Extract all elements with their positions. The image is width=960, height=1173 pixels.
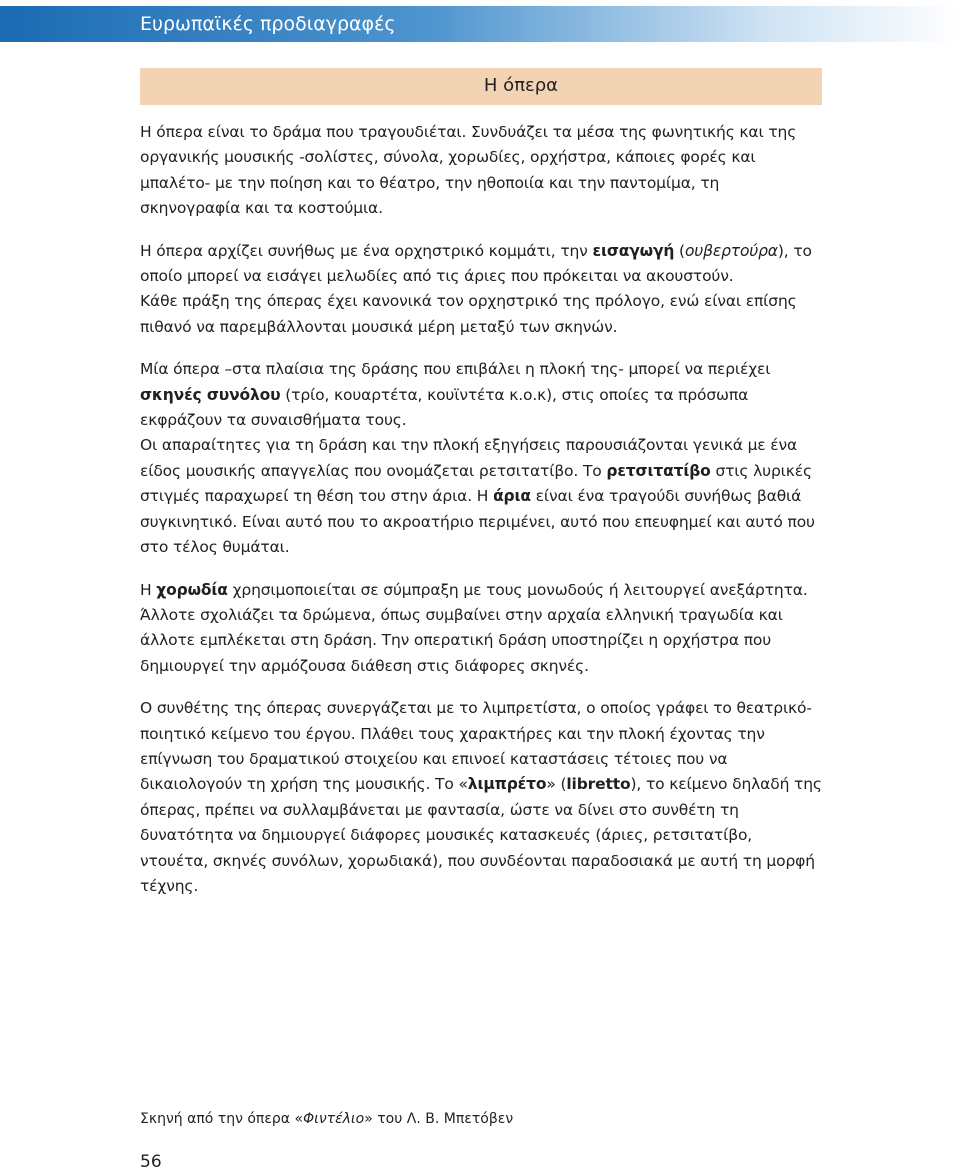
paragraph-chorus: Η χορωδία χρησιμοποιείται σε σύμπραξη με τους μονωδούς ή λειτουργεί ανεξάρτητα. Άλλοτε σχολιάζει τα δρώμενα, όπως συμβαίνει στην αρχαία ελληνική τραγωδία και άλλοτε εμπλέκεται στη δράση. Την οπερατική δράση υποστηρίζει η ορχήστρα που δημιουργεί την αρμόζουσα διάθεση στις διάφορες σκηνές.	[140, 580, 808, 675]
header-title: Ευρωπαϊκές προδιαγραφές	[140, 13, 396, 35]
paragraph-overture: Η όπερα αρχίζει συνήθως με ένα ορχηστρικό κομμάτι, την εισαγωγή (ουβερτούρα), το οποίο μπορεί να εισάγει μελωδίες από τις άριες που πρόκειται να ακουστούν.	[140, 241, 812, 286]
section-heading-band	[140, 68, 822, 105]
paragraph-libretto: Ο συνθέτης της όπερας συνεργάζεται με το λιμπρετίστα, ο οποίος γράφει το θεατρικό-ποιητικό κείμενο του έργου. Πλάθει τους χαρακτήρες και την πλοκή έχοντας την επίγνωση του δραματικού στοιχείου και επινοεί καταστάσεις τέτοιες που να δικαιολογούν τη χρήση της μουσικής. Το «λιμπρέτο» (libretto), το κείμενο δηλαδή της όπερας, πρέπει να συλλαμβάνεται με φαντασία, ώστε να δίνει στο συνθέτη τη δυνατότητα να δημιουργεί διάφορες μουσικές κατασκευές (άριες, ρετσιτατίβο, ντουέτα, σκηνές συνόλων, χορωδιακά), που συνδέονται παραδοσιακά με αυτή τη μορφή τέχνης.	[140, 699, 822, 895]
term-eisagogi: εισαγωγή	[592, 241, 675, 260]
term-ouvertoura: ουβερτούρα	[684, 241, 778, 260]
term-libretto-greek: λιμπρέτο	[467, 775, 547, 794]
image-caption: Σκηνή από την όπερα «Φιντέλιο» του Λ. Β. Μπετόβεν	[140, 1111, 514, 1127]
paragraph-ensembles: Μία όπερα –στα πλαίσια της δράσης που επιβάλει η πλοκή της- μπορεί να περιέχει σκηνές συνόλου (τρίο, κουαρτέτα, κουϊντέτα κ.ο.κ), στις οποίες τα πρόσωπα εκφράζουν τα συναισθήματα τους.	[140, 360, 771, 430]
paragraph-acts: Κάθε πράξη της όπερας έχει κανονικά τον ορχηστρικό της πρόλογο, ενώ είναι επίσης πιθανό να παρεμβάλλονται μουσικά μέρη μεταξύ των σκηνών.	[140, 292, 797, 336]
caption-opera-title: Φιντέλιο	[303, 1111, 365, 1127]
page-number: 56	[140, 1152, 162, 1172]
header-bar	[0, 6, 960, 42]
term-recitative: ρετσιτατίβο	[606, 461, 711, 480]
term-ensemble-scenes: σκηνές συνόλου	[140, 385, 281, 404]
term-chorus: χορωδία	[156, 580, 228, 599]
section-title: Η όπερα	[483, 75, 559, 96]
term-aria: άρια	[493, 487, 531, 506]
term-libretto-latin: libretto	[566, 775, 631, 794]
paragraph-definition: Η όπερα είναι το δράμα που τραγουδιέται. Συνδυάζει τα μέσα της φωνητικής και της οργανικής μουσικής -σολίστες, σύνολα, χορωδίες, ορχήστρα, κάποιες φορές και μπαλέτο- με την ποίηση και το θέατρο, την ηθοποιία και την παντομίμα, τη σκηνογραφία και τα κοστούμια.	[140, 123, 797, 218]
paragraph-recitative: Οι απαραίτητες για τη δράση και την πλοκή εξηγήσεις παρουσιάζονται γενικά με ένα είδος μουσικής απαγγελίας που ονομάζεται ρετσιτατίβο. Το ρετσιτατίβο στις λυρικές στιγμές παραχωρεί τη θέση του στην άρια. Η άρια είναι ένα τραγούδι συνήθως βαθιά συγκινητικό. Είναι αυτό που το ακροατήριο περιμένει, αυτό που επευφημεί και αυτό που στο τέλος θυμάται.	[140, 436, 815, 557]
article-body	[140, 120, 822, 899]
